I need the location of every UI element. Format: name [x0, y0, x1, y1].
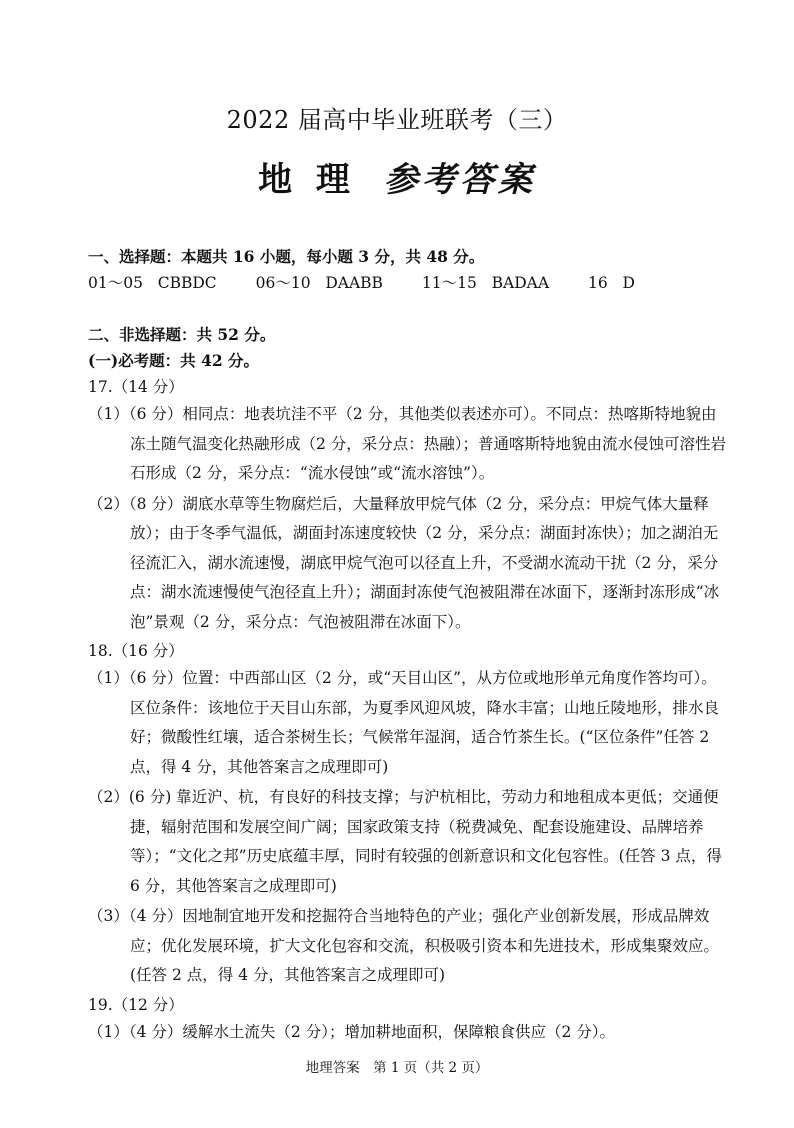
question-number: 19.（12 分） — [88, 995, 184, 1014]
question-part: （3）（4 分）因地制宜地开发和挖掘符合当地特色的产业；强化产业创新发展，形成品牌效应；优化发展环境，扩大文化包容和交流，积极吸引资本和先进技术，形成集聚效应。(任答 2 点，得 4 分，其他答案言之成理即可) — [88, 907, 720, 984]
answer-content — [88, 244, 728, 1048]
document-title: 2022 届高中毕业班联考（三） — [226, 106, 568, 134]
question-part: （2）（8 分）湖底水草等生物腐烂后，大量释放甲烷气体（2 分，采分点：甲烷气体大量释放）；由于冬季气温低，湖面封冻速度较快（2 分，采分点：湖面封冻快）；加之湖泊无径流汇入，湖水流速慢，湖底甲烷气泡可以径直上升，不受湖水流动干扰（2 分，采分点：湖水流速慢使气泡径直上升）；湖面封冻使气泡被阻滞在冰面下，逐渐封冻形成“冰泡”景观（2 分，采分点：气泡被阻滞在冰面下）。 — [88, 494, 720, 631]
answer-range: 11～15 — [421, 274, 477, 292]
page-footer: 地理答案 第 1 页（共 2 页） — [305, 1060, 489, 1076]
answer-range: 16 — [587, 274, 608, 292]
answer-key-label: 参考答案 — [383, 160, 536, 200]
subject-label: 地 理 — [258, 160, 356, 200]
section2-subheading: (一)必考题：共 42 分。 — [88, 351, 260, 370]
question-part: （1）（4 分）缓解水土流失（2 分）；增加耕地面积，保障粮食供应（2 分）。 — [88, 1022, 615, 1041]
question-number: 17.（14 分） — [88, 378, 184, 396]
question-part: （1）（6 分）位置：中西部山区（2 分，或“天目山区”，从方位或地形单元角度作答均可）。区位条件：该地位于天目山东部，为夏季风迎风坡，降水丰富；山地丘陵地形，排水良好；微酸性红壤，适合茶树生长；气候常年湿润，适合竹茶生长。(“区位条件”任答 2 点，得 4 分，其他答案言之成理即可) — [88, 669, 720, 776]
multiple-choice-answers — [88, 270, 728, 296]
question-part: （2）(6 分) 靠近沪、杭，有良好的科技支撑；与沪杭相比，劳动力和地租成本更低；交通便捷，辐射范围和发展空间广阔；国家政策支持（税费减免、配套设施建设、品牌培养等）；“文化之邦”历史底蕴丰厚，同时有较强的创新意识和文化包容性。(任答 3 点，得 6 分，其他答案言之成理即可) — [88, 788, 722, 895]
section1-heading: 一、选择题：本题共 16 小题，每小题 3 分，共 48 分。 — [88, 247, 485, 266]
section2-heading: 二、非选择题：共 52 分。 — [88, 325, 276, 344]
answer-range: 01～05 — [88, 274, 143, 292]
answer-value: BADAA — [491, 274, 550, 292]
answer-value: D — [622, 274, 635, 292]
document-subtitle — [0, 152, 794, 201]
question-number: 18.（16 分） — [88, 642, 184, 660]
question-part: （1）（6 分）相同点：地表坑洼不平（2 分，其他类似表述亦可）。不同点：热喀斯特地貌由冻土随气温变化热融形成（2 分，采分点：热融）；普通喀斯特地貌由流水侵蚀可溶性岩石形成（2 分，采分点：“流水侵蚀”或“流水溶蚀”）。 — [88, 405, 727, 482]
answer-value: DAABB — [325, 274, 383, 292]
answer-value: CBBDC — [157, 274, 217, 292]
answer-range: 06～10 — [255, 274, 311, 292]
